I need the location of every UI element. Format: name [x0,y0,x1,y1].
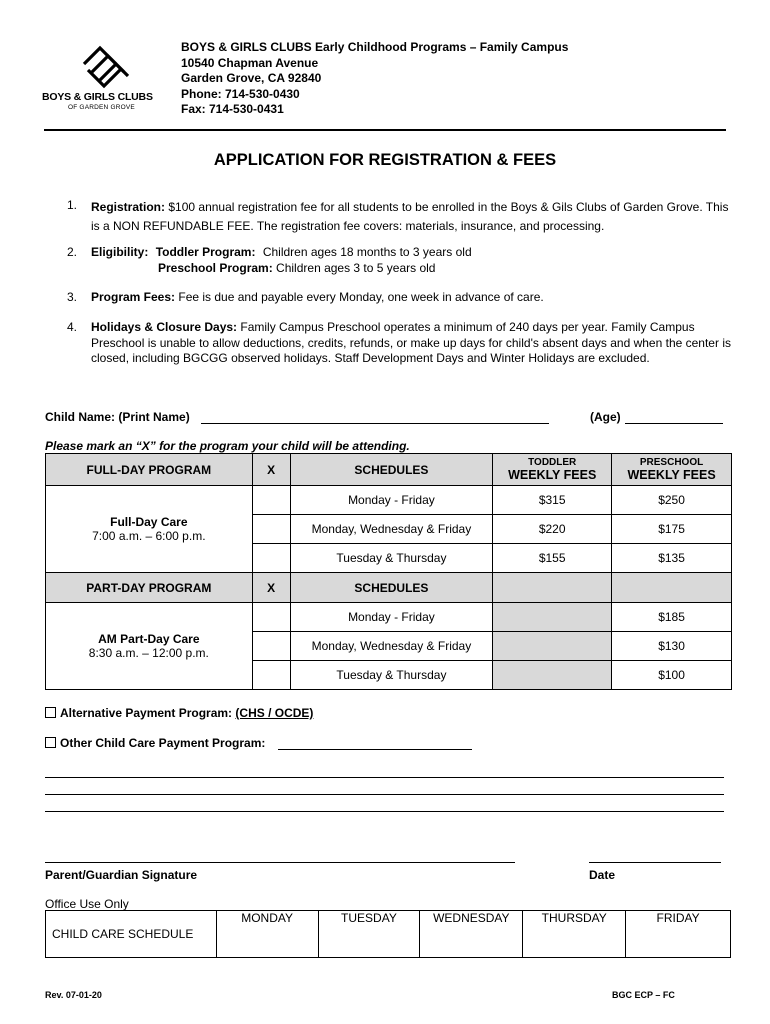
item-label: Eligibility: [91,245,149,259]
item-number: 3. [67,290,78,304]
part-day-name: AM Part-Day Care [98,632,200,646]
notes-line[interactable] [45,777,724,778]
age-field[interactable] [625,423,723,424]
form-code: BGC ECP – FC [612,990,675,1000]
toddler-fee-cell [493,632,612,661]
full-day-program-cell [46,486,253,573]
item-text [91,245,731,276]
preschool-fee-cell: $250 [612,486,732,515]
preschool-header-fees: WEEKLY FEES [627,468,716,482]
header-phone: Phone: 714-530-0430 [181,86,300,101]
item-text [91,320,731,367]
header-address1: 10540 Chapman Avenue [181,55,319,70]
item-body: Fee is due and payable every Monday, one week in advance of care. [178,290,544,304]
preschool-fee-cell: $130 [612,632,732,661]
preschool-fee-cell: $185 [612,603,732,632]
logo-subtitle: OF GARDEN GROVE [68,104,135,111]
x-mark-cell[interactable] [252,544,290,573]
day-cell[interactable] [420,926,523,958]
x-mark-cell[interactable] [252,486,290,515]
page-title: APPLICATION FOR REGISTRATION & FEES [213,151,557,169]
office-row-label: CHILD CARE SCHEDULE [46,911,217,958]
schedule-cell: Monday, Wednesday & Friday [290,515,493,544]
schedules-header: SCHEDULES [290,573,493,603]
schedule-cell: Monday - Friday [290,486,493,515]
mark-instruction: Please mark an “X” for the program your child will be attending. [45,439,410,453]
day-cell[interactable] [626,926,731,958]
toddler-fee-cell [493,603,612,632]
preschool-fee-cell: $135 [612,544,732,573]
part-day-program-cell [46,603,253,690]
signature-label: Parent/Guardian Signature [45,868,198,882]
boys-girls-clubs-logo-icon [78,40,134,90]
logo [42,40,168,114]
day-header: MONDAY [216,911,318,926]
day-cell[interactable] [318,926,420,958]
preschool-header [612,454,732,486]
part-day-header: PART-DAY PROGRAM [46,573,253,603]
preschool-label: Preschool Program: [158,260,273,275]
date-field[interactable] [589,862,721,863]
checkbox-icon[interactable] [45,707,56,718]
x-header: X [252,454,290,486]
program-fee-table [45,453,732,690]
alt-payment-label: Alternative Payment Program: [60,706,233,720]
preschool-fee-cell: $175 [612,515,732,544]
alt-payment-option[interactable] [45,706,313,720]
toddler-text: Children ages 18 months to 3 years old [262,245,472,259]
toddler-fee-cell: $155 [493,544,612,573]
x-mark-cell[interactable] [252,603,290,632]
item-registration [0,198,770,233]
header-address2: Garden Grove, CA 92840 [181,71,322,85]
preschool-fee-cell: $100 [612,661,732,690]
day-header: TUESDAY [318,911,420,926]
day-header: FRIDAY [626,911,731,926]
revision-label: Rev. 07-01-20 [45,990,102,1000]
other-payment-option[interactable] [45,736,265,750]
other-payment-field[interactable] [278,749,472,750]
item-text [91,198,731,236]
checkbox-icon[interactable] [45,737,56,748]
table-row [46,603,732,632]
header-divider [44,129,726,131]
full-day-hours: 7:00 a.m. – 6:00 p.m. [92,529,206,543]
header-org: BOYS & GIRLS CLUBS Early Childhood Programs – Family Campus [181,40,569,54]
item-label: Holidays & Closure Days: [91,320,238,334]
full-day-header: FULL-DAY PROGRAM [46,454,253,486]
item-text [91,290,731,306]
notes-line[interactable] [45,794,724,795]
toddler-header-fees: WEEKLY FEES [508,468,597,482]
notes-line[interactable] [45,811,724,812]
item-body: Family Campus Preschool operates a minimum of 240 days per year. Family Campus Preschool is unable to allow deductions, credits, refunds, or make up days for child's absent days and when the center is closed, including BGCGG observed holidays. Staff Development Days and Winter Holidays are excluded. [91,320,731,365]
item-body: $100 annual registration fee for all students to be enrolled in the Boys & Gils Clubs of Garden Grove. This is a NON REFUNDABLE FEE. The registration fee covers: materials, insurance, and processing. [91,200,729,233]
day-cell[interactable] [523,926,626,958]
schedules-header: SCHEDULES [290,454,493,486]
schedule-cell: Monday - Friday [290,603,493,632]
schedule-cell: Tuesday & Thursday [290,661,493,690]
toddler-header-empty [493,573,612,603]
child-name-label: Child Name: (Print Name) [45,410,190,424]
toddler-fee-cell: $220 [493,515,612,544]
toddler-label: Toddler Program: [155,245,256,259]
preschool-header-empty [612,573,732,603]
schedule-cell: Monday, Wednesday & Friday [290,632,493,661]
day-header: THURSDAY [523,911,626,926]
date-label: Date [589,868,616,882]
age-label: (Age) [590,410,621,424]
x-mark-cell[interactable] [252,515,290,544]
header-block [181,40,568,118]
signature-field[interactable] [45,862,515,863]
office-schedule-table [45,910,731,958]
child-name-field[interactable] [201,423,549,424]
toddler-fee-cell [493,661,612,690]
full-day-name: Full-Day Care [110,515,188,529]
toddler-fee-cell: $315 [493,486,612,515]
item-label: Program Fees: [91,290,176,304]
logo-name: BOYS & GIRLS CLUBS [42,91,153,103]
x-header: X [252,573,290,603]
part-day-hours: 8:30 a.m. – 12:00 p.m. [88,646,209,660]
item-label: Registration: [91,200,166,214]
toddler-header-top: TODDLER [528,457,577,468]
office-use-label: Office Use Only [45,897,129,911]
preschool-header-top: PRESCHOOL [639,457,704,468]
day-cell[interactable] [216,926,318,958]
item-number: 4. [67,320,78,334]
preschool-text: Children ages 3 to 5 years old [276,260,436,275]
day-header: WEDNESDAY [420,911,523,926]
toddler-header [493,454,612,486]
table-row [46,486,732,515]
item-number: 1. [67,198,78,212]
item-number: 2. [67,245,78,259]
alt-payment-value: (CHS / OCDE) [235,706,314,720]
header-fax: Fax: 714-530-0431 [181,102,284,116]
x-mark-cell[interactable] [252,632,290,661]
other-payment-label: Other Child Care Payment Program: [60,736,266,750]
x-mark-cell[interactable] [252,661,290,690]
schedule-cell: Tuesday & Thursday [290,544,493,573]
